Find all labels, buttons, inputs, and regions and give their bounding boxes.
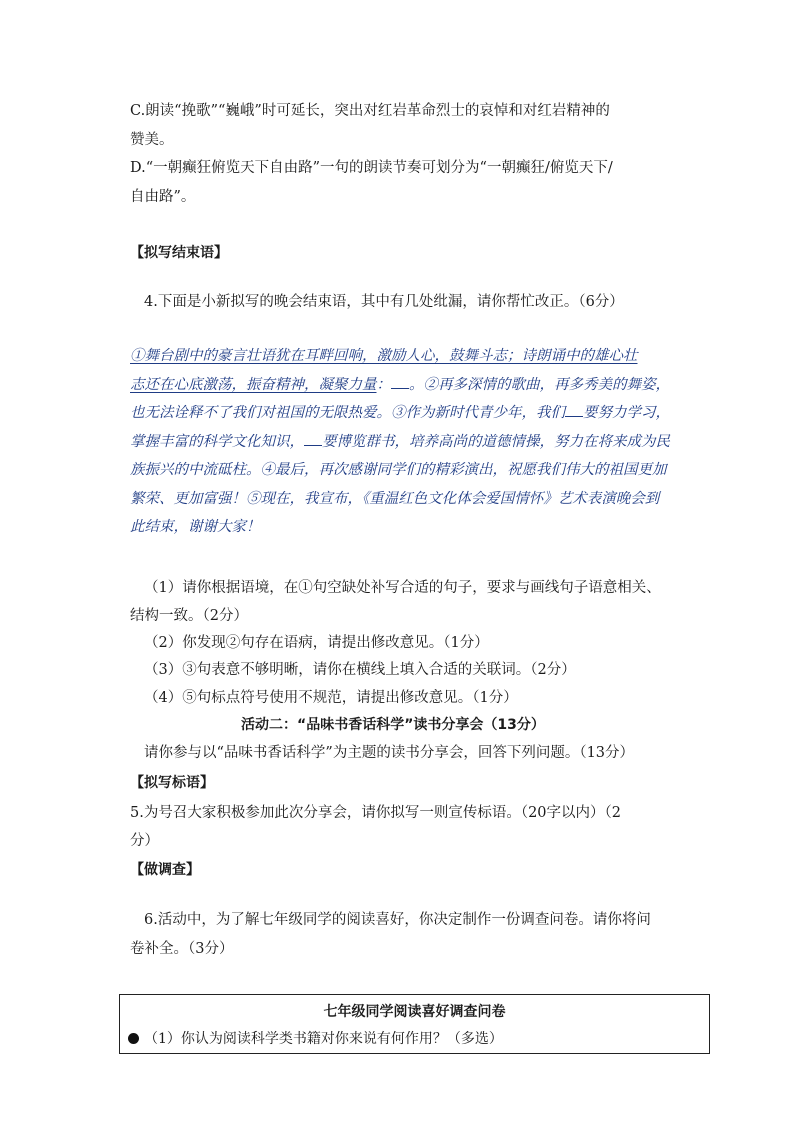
survey-box xyxy=(119,994,710,1054)
option-d-line1: D.“一朝癫狂俯览天下自由路”一句的朗读节奏可划分为“一朝癫狂/俯览天下/ xyxy=(130,160,613,176)
question-4-sub1-line2: 结构一致。（2分） xyxy=(130,608,248,624)
passage-line-4 xyxy=(130,428,710,457)
question-4-prompt: 4.下面是小新拟写的晚会结束语，其中有几处纰漏，请你帮忙改正。（6分） xyxy=(144,294,624,310)
section-heading-closing: 【拟写结束语】 xyxy=(130,245,228,261)
blank-line xyxy=(565,402,583,417)
passage-line-4-head: 掌握丰富的科学文化知识， xyxy=(130,433,304,450)
passage-line-3-tail: 要努力学习， xyxy=(583,405,670,421)
section-heading-survey: 【做调查】 xyxy=(130,862,200,878)
passage-line-6: 繁荣、更加富强！⑤现在，我宣布，《重温红色文化体会爱国情怀》艺术表演晚会到 xyxy=(130,490,660,507)
question-6-line1: 6.活动中，为了解七年级同学的阅读喜好，你决定制作一份调查问卷。请你将问 xyxy=(144,912,651,928)
question-4-sub3: （3）③句表意不够明晰，请你在横线上填入合适的关联词。（2分） xyxy=(144,662,576,678)
passage-line-2: 志还在心底激荡，振奋精神，凝聚力量： 。②再多深情的歌曲，再多秀美的舞姿， xyxy=(130,371,710,400)
blank-line xyxy=(391,374,409,389)
question-4-sub2: （2）你发现②句存在语病，请提出修改意见。（1分） xyxy=(144,635,489,651)
passage-line-2-tail: 。②再多深情的歌曲，再多秀美的舞姿， xyxy=(409,376,670,393)
passage-line-4-tail: 要博览群书，培养高尚的道德情操，努力在将来成为民 xyxy=(322,433,670,450)
option-c-line2: 赞美。 xyxy=(130,132,174,148)
closing-remarks-passage xyxy=(130,342,710,542)
activity-2-title: 活动二：“品味书香话科学”读书分享会（13分） xyxy=(241,717,545,733)
question-5-line2: 分） xyxy=(130,833,159,849)
passage-line-3-text: 也无法诠释不了我们对祖国的无限热爱。③作为新时代青少年，我们 xyxy=(130,405,565,421)
underlined-sentence: 志还在心底激荡，振奋精神，凝聚力量 xyxy=(130,376,377,393)
question-5-line1: 5.为号召大家积极参加此次分享会，请你拟写一则宣传标语。（20字以内）（2 xyxy=(130,805,622,821)
passage-line-3 xyxy=(130,399,710,428)
passage-line-1: ①舞台剧中的豪言壮语犹在耳畔回响，激励人心，鼓舞斗志；诗朗诵中的雄心壮 xyxy=(130,348,638,364)
survey-question-1 xyxy=(128,1028,503,1048)
option-c-line1: C.朗读“挽歌”“巍峨”时可延长，突出对红岩革命烈士的哀悼和对红岩精神的 xyxy=(130,103,610,119)
passage-line-7: 此结束，谢谢大家！ xyxy=(130,519,261,535)
question-6-line2: 卷补全。（3分） xyxy=(130,941,234,957)
passage-line-5: 族振兴的中流砥柱。④最后，再次感谢同学们的精彩演出，祝愿我们伟大的祖国更加 xyxy=(130,462,667,478)
blank-line xyxy=(304,431,322,446)
survey-question-1-text: （1）你认为阅读科学类书籍对你来说有何作用？（多选） xyxy=(144,1031,503,1047)
question-4-sub1-line1: （1）请你根据语境，在①句空缺处补写合适的句子，要求与画线句子语意相关、 xyxy=(144,580,661,596)
section-heading-slogan: 【拟写标语】 xyxy=(130,775,214,791)
option-d-line2: 自由路”。 xyxy=(130,189,196,205)
survey-title: 七年级同学阅读喜好调查问卷 xyxy=(323,1004,506,1020)
activity-2-intro: 请你参与以“品味书香话科学”为主题的读书分享会，回答下列问题。（13分） xyxy=(144,745,635,761)
question-4-sub4: （4）⑤句标点符号使用不规范，请提出修改意见。（1分） xyxy=(144,690,518,706)
bullet-icon xyxy=(128,1033,139,1044)
